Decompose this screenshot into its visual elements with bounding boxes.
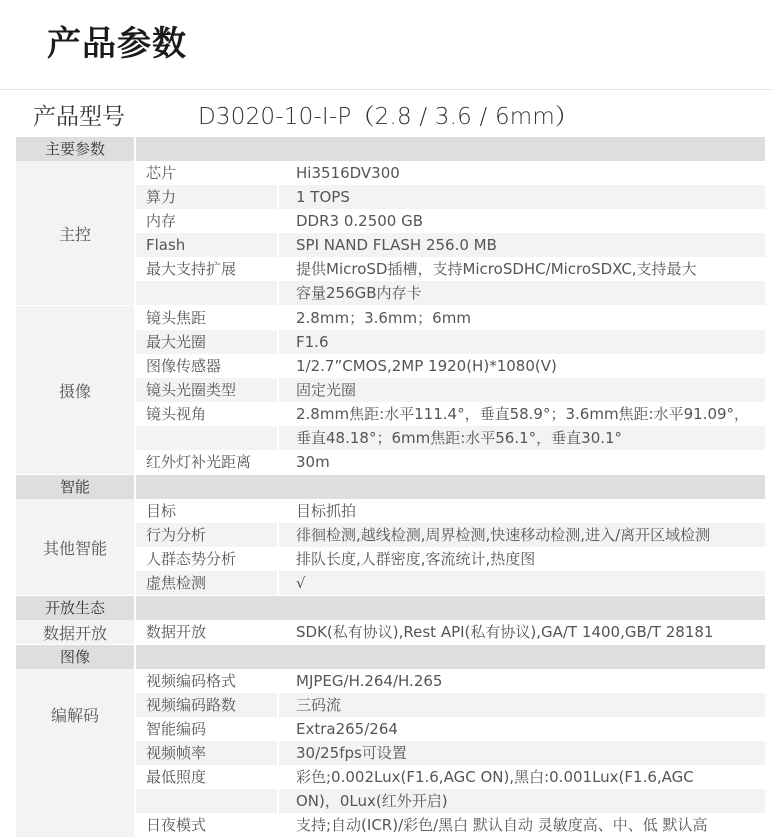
spec-row: [136, 185, 765, 209]
spec-key: Flash: [136, 233, 279, 257]
model-value: D3020-10-I-P（2.8 / 3.6 / 6mm）: [198, 103, 579, 130]
spec-row: [136, 620, 765, 644]
spec-row: [136, 306, 765, 330]
section-label: 图像: [16, 645, 136, 669]
spec-key: 视频编码路数: [136, 693, 279, 717]
spec-key: 行为分析: [136, 523, 279, 547]
spec-key: 最大光圈: [136, 330, 279, 354]
spec-value: F1.6: [279, 330, 765, 354]
spec-row: [136, 450, 765, 474]
spec-key: 镜头视角: [136, 402, 279, 426]
spec-key: 最低照度: [136, 765, 279, 789]
page-title: 产品参数: [47, 24, 187, 64]
spec-value: √: [279, 571, 765, 595]
spec-value: SDK(私有协议),Rest API(私有协议),GA/T 1400,GB/T 28181: [296, 623, 714, 641]
spec-key: 芯片: [136, 161, 279, 185]
group-label: 其他智能: [16, 499, 136, 595]
spec-key: 红外灯补光距离: [136, 450, 279, 474]
spec-value: 30m: [296, 453, 330, 471]
spec-key: 数据开放: [136, 620, 279, 644]
spec-value: 目标抓拍: [296, 502, 357, 520]
spec-value: 支持;自动(ICR)/彩色/黑白 默认自动 灵敏度高、中、低 默认高: [296, 816, 708, 834]
group-codec: [16, 669, 765, 838]
spec-row: [136, 330, 765, 354]
spec-value: 1 TOPS: [279, 185, 765, 209]
group-camera: [16, 306, 765, 475]
spec-value: MJPEG/H.264/H.265: [296, 672, 443, 690]
spec-key: 日夜模式: [136, 813, 279, 837]
spec-key: 镜头光圈类型: [136, 378, 279, 402]
spec-row: [136, 402, 765, 426]
spec-value: 三码流: [279, 693, 765, 717]
spec-value: Hi3516DV300: [296, 164, 400, 182]
spec-key: 内存: [136, 209, 279, 233]
spec-key: 视频编码格式: [136, 669, 279, 693]
section-label: 开放生态: [16, 596, 136, 620]
spec-row: [136, 813, 765, 837]
spec-value: 提供MicroSD插槽，支持MicroSDHC/MicroSDXC,支持最大: [296, 260, 697, 278]
spec-row: [136, 257, 765, 281]
spec-key: 图像传感器: [136, 354, 279, 378]
spec-row: [136, 354, 765, 378]
spec-row: [136, 717, 765, 741]
spec-row: [136, 765, 765, 789]
spec-row: [136, 209, 765, 233]
spec-value: 固定光圈: [279, 378, 765, 402]
spec-key: 虚焦检测: [136, 571, 279, 595]
spec-key: 视频帧率: [136, 741, 279, 765]
group-label: 数据开放: [16, 620, 136, 644]
section-image: [16, 645, 765, 669]
spec-row: [136, 547, 765, 571]
spec-row: [136, 741, 765, 765]
spec-row: [136, 669, 765, 693]
spec-value: Extra265/264: [296, 720, 398, 738]
spec-value: 徘徊检测,越线检测,周界检测,快速移动检测,进入/离开区域检测: [279, 523, 765, 547]
section-smart: [16, 475, 765, 499]
group-othersmart: [16, 499, 765, 596]
spec-key: 算力: [136, 185, 279, 209]
spec-value: 2.8mm焦距:水平111.4°，垂直58.9°；3.6mm焦距:水平91.09°，: [296, 405, 750, 423]
spec-row: [136, 233, 765, 257]
spec-key: 智能编码: [136, 717, 279, 741]
spec-table: [16, 137, 765, 838]
spec-value: 垂直48.18°；6mm焦距:水平56.1°，垂直30.1°: [279, 426, 765, 450]
spec-row: [136, 378, 765, 402]
spec-value: 1/2.7”CMOS,2MP 1920(H)*1080(V): [296, 357, 557, 375]
spec-row: [136, 693, 765, 717]
divider: [0, 89, 772, 90]
group-control: [16, 161, 765, 306]
spec-value: 30/25fps可设置: [279, 741, 765, 765]
group-label: 编解码: [16, 669, 136, 837]
spec-key: 人群态势分析: [136, 547, 279, 571]
spec-row-cont: [136, 789, 765, 813]
spec-value: 2.8mm；3.6mm；6mm: [296, 309, 471, 327]
spec-row: [136, 499, 765, 523]
model-row: [33, 96, 578, 132]
section-label: 主要参数: [16, 137, 136, 161]
group-dataopen: [16, 620, 765, 645]
model-label: 产品型号: [33, 103, 125, 130]
spec-value: 容量256GB内存卡: [279, 281, 765, 305]
spec-row: [136, 161, 765, 185]
spec-value: ON)，0Lux(红外开启): [279, 789, 765, 813]
section-main: [16, 137, 765, 161]
spec-key: 镜头焦距: [136, 306, 279, 330]
section-eco: [16, 596, 765, 620]
spec-key: 目标: [136, 499, 279, 523]
section-label: 智能: [16, 475, 136, 499]
spec-row: [136, 571, 765, 595]
spec-value: SPI NAND FLASH 256.0 MB: [279, 233, 765, 257]
spec-value: 彩色;0.002Lux(F1.6,AGC ON),黑白:0.001Lux(F1.6,AGC: [296, 768, 694, 786]
spec-value: DDR3 0.2500 GB: [296, 212, 424, 230]
group-label: 主控: [16, 161, 136, 305]
group-label: 摄像: [16, 306, 136, 474]
spec-value: 排队长度,人群密度,客流统计,热度图: [296, 550, 536, 568]
spec-row-cont: [136, 426, 765, 450]
spec-key: 最大支持扩展: [136, 257, 279, 281]
spec-row: [136, 523, 765, 547]
spec-row-cont: [136, 281, 765, 305]
